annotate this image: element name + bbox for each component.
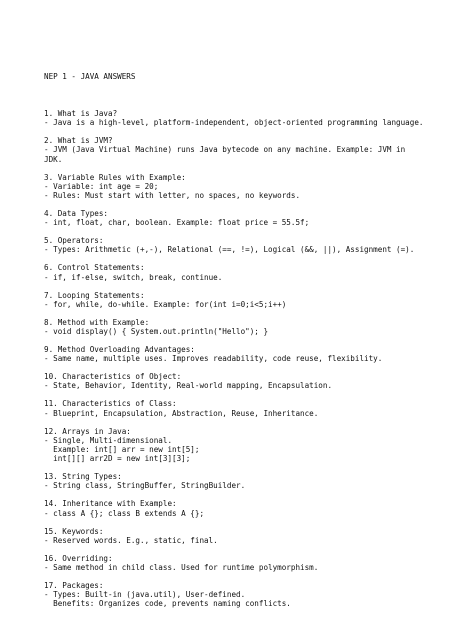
question-heading: 6. Control Statements: <box>44 263 145 273</box>
question-heading: 16. Overriding: <box>44 553 113 563</box>
answer-line: - Single, Multi-dimensional. <box>44 435 173 445</box>
question-heading: 12. Arrays in Java: <box>44 426 131 436</box>
answer-section <box>44 372 464 390</box>
answer-line: - Same method in child class. Used for runtime polymorphism. <box>44 563 319 573</box>
answer-section <box>44 399 464 417</box>
question-heading: 11. Characteristics of Class: <box>44 399 177 409</box>
answer-section <box>44 527 464 545</box>
question-heading: 5. Operators: <box>44 236 104 246</box>
document-title: NEP 1 - JAVA ANSWERS <box>44 72 136 82</box>
answer-section <box>44 581 464 609</box>
answer-line: - int, float, char, boolean. Example: float price = 55.5f; <box>44 218 310 228</box>
question-heading: 4. Data Types: <box>44 209 109 219</box>
answer-line: - Rules: Must start with letter, no spaces, no keywords. <box>44 191 301 201</box>
answer-section <box>44 109 464 127</box>
question-heading: 13. String Types: <box>44 472 122 482</box>
question-heading: 9. Method Overloading Advantages: <box>44 345 195 355</box>
answer-line: Example: int[] arr = new int[5]; <box>44 445 200 455</box>
answer-list <box>44 109 464 609</box>
answer-line: - String class, StringBuffer, StringBuilder. <box>44 481 246 491</box>
answer-section <box>44 318 464 336</box>
answer-section <box>44 236 464 254</box>
answer-section <box>44 499 464 517</box>
answer-section <box>44 472 464 490</box>
answer-line: - Blueprint, Encapsulation, Abstraction, Reuse, Inheritance. <box>44 408 319 418</box>
answer-line: - State, Behavior, Identity, Real-world mapping, Encapsulation. <box>44 381 333 391</box>
answer-line: - class A {}; class B extends A {}; <box>44 508 205 518</box>
answer-section <box>44 136 464 164</box>
question-heading: 3. Variable Rules with Example: <box>44 172 186 182</box>
question-heading: 1. What is Java? <box>44 109 118 119</box>
question-heading: 17. Packages: <box>44 581 104 591</box>
answer-line: - for, while, do-while. Example: for(int i=0;i<5;i++) <box>44 299 287 309</box>
answer-line: - Reserved words. E.g., static, final. <box>44 535 218 545</box>
question-heading: 10. Characteristics of Object: <box>44 372 182 382</box>
answer-line: - if, if-else, switch, break, continue. <box>44 272 223 282</box>
question-heading: 8. Method with Example: <box>44 317 150 327</box>
question-heading: 15. Keywords: <box>44 526 104 536</box>
answer-line: - void display() { System.out.println("Hello"); } <box>44 327 269 337</box>
document-body <box>44 54 464 636</box>
answer-line: - JVM (Java Virtual Machine) runs Java bytecode on any machine. Example: JVM in <box>44 145 406 155</box>
answer-section <box>44 173 464 201</box>
question-heading: 7. Looping Statements: <box>44 290 145 300</box>
answer-section <box>44 263 464 281</box>
answer-section <box>44 554 464 572</box>
answer-line: JDK. <box>44 154 63 164</box>
answer-section <box>44 291 464 309</box>
question-heading: 14. Inheritance with Example: <box>44 499 177 509</box>
answer-line: int[][] arr2D = new int[3][3]; <box>44 454 191 464</box>
answer-line: - Same name, multiple uses. Improves readability, code reuse, flexibility. <box>44 354 383 364</box>
answer-section <box>44 345 464 363</box>
answer-line: - Types: Built-in (java.util), User-defined. <box>44 590 246 600</box>
answer-section <box>44 427 464 464</box>
answer-section <box>44 209 464 227</box>
question-heading: 2. What is JVM? <box>44 136 113 146</box>
answer-line: - Types: Arithmetic (+,-), Relational (==, !=), Logical (&&, ||), Assignment (=). <box>44 245 415 255</box>
answer-line: - Variable: int age = 20; <box>44 181 159 191</box>
answer-line: - Java is a high-level, platform-independent, object-oriented programming language. <box>44 118 424 128</box>
answer-line: Benefits: Organizes code, prevents naming conflicts. <box>44 599 291 609</box>
